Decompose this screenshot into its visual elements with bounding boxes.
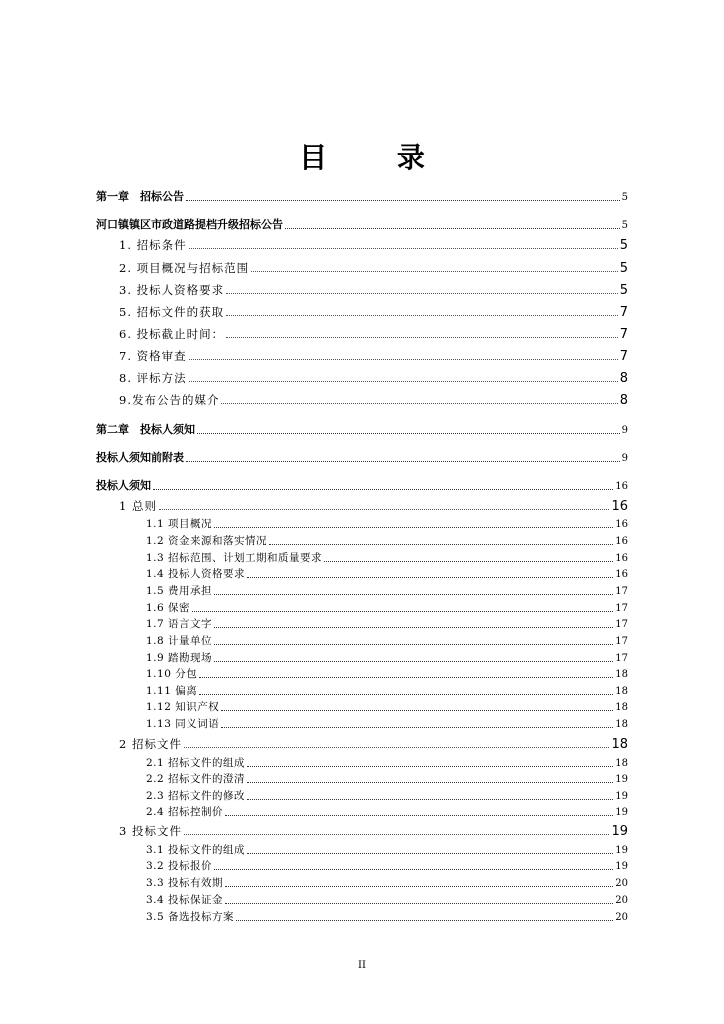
toc-entry-label: 第二章 投标人须知 xyxy=(96,423,195,436)
toc-entry-label: 3.3 投标有效期 xyxy=(146,877,224,889)
toc-entry-label: 1.13 同义词语 xyxy=(146,718,220,730)
toc-entry-label: 1.10 分包 xyxy=(146,668,198,680)
toc-entry-data-sheet[interactable] xyxy=(96,451,628,465)
toc-entry-page: 19 xyxy=(615,845,628,856)
toc-entry-page: 7 xyxy=(619,349,628,364)
leader-dots xyxy=(225,814,613,816)
leader-dots xyxy=(285,227,620,229)
leader-dots xyxy=(225,885,613,887)
toc-entry-page: 5 xyxy=(621,192,628,203)
toc-entry-page: 20 xyxy=(615,895,628,906)
toc-entry-page: 9 xyxy=(621,453,628,464)
toc-entry-label: 2.1 招标文件的组成 xyxy=(146,757,246,769)
leader-dots xyxy=(214,526,613,528)
toc-entry-subsection[interactable] xyxy=(146,534,628,548)
toc-entry-label: 1.6 保密 xyxy=(146,602,191,614)
toc-entry-section[interactable] xyxy=(119,349,628,363)
leader-dots xyxy=(251,270,618,272)
toc-entry-section[interactable] xyxy=(119,393,628,407)
toc-entry-label: 3.1 投标文件的组成 xyxy=(146,844,246,856)
toc-entry-section[interactable] xyxy=(119,737,628,751)
leader-dots xyxy=(184,746,609,748)
toc-entry-label: 第一章 招标公告 xyxy=(96,190,184,203)
leader-dots xyxy=(269,543,613,545)
leader-dots xyxy=(247,765,613,767)
toc-entry-subsection[interactable] xyxy=(146,684,628,698)
leader-dots xyxy=(226,314,618,316)
toc-entry-page: 16 xyxy=(611,499,628,514)
toc-entry-page: 8 xyxy=(619,393,628,408)
toc-entry-page: 16 xyxy=(615,481,628,492)
toc-entry-page: 5 xyxy=(619,238,628,253)
toc-entry-page: 9 xyxy=(621,425,628,436)
leader-dots xyxy=(221,709,613,711)
leader-dots xyxy=(247,781,613,783)
page-title: 目 录 xyxy=(299,141,455,174)
leader-dots xyxy=(197,432,620,434)
toc-entry-label: 5. 招标文件的获取 xyxy=(119,305,225,319)
toc-entry-label: 1.5 费用承担 xyxy=(146,585,213,597)
toc-entry-subsection[interactable] xyxy=(146,756,628,770)
toc-entry-label: 1.12 知识产权 xyxy=(146,701,220,713)
toc-entry-label: 投标人须知 xyxy=(96,479,151,492)
toc-entry-subsection[interactable] xyxy=(146,601,628,615)
leader-dots xyxy=(192,610,613,612)
leader-dots xyxy=(225,902,613,904)
toc-entry-label: 3.5 备选投标方案 xyxy=(146,911,235,923)
leader-dots xyxy=(159,508,609,510)
toc-entry-subsection[interactable] xyxy=(146,843,628,857)
toc-entry-label: 1.2 资金来源和落实情况 xyxy=(146,535,268,547)
toc-entry-subsection[interactable] xyxy=(146,717,628,731)
toc-entry-subsection[interactable] xyxy=(146,617,628,631)
toc-entry-subsection[interactable] xyxy=(146,893,628,907)
toc-entry-page: 5 xyxy=(621,220,628,231)
leader-dots xyxy=(214,643,613,645)
toc-entry-section[interactable] xyxy=(119,499,628,513)
toc-entry-label: 1.7 语言文字 xyxy=(146,618,213,630)
toc-entry-subsection[interactable] xyxy=(146,859,628,873)
toc-entry-label: 7. 资格审查 xyxy=(119,349,187,363)
toc-entry-page: 17 xyxy=(615,619,628,630)
leader-dots xyxy=(247,852,613,854)
toc-entry-subsection[interactable] xyxy=(146,667,628,681)
toc-entry-page: 19 xyxy=(611,824,628,839)
toc-entry-page: 16 xyxy=(615,519,628,530)
toc-entry-label: 2.2 招标文件的澄清 xyxy=(146,773,246,785)
toc-entry-subsection[interactable] xyxy=(146,700,628,714)
toc-entry-page: 19 xyxy=(615,861,628,872)
toc-entry-label: 9.发布公告的媒介 xyxy=(119,393,220,407)
toc-entry-page: 18 xyxy=(615,758,628,769)
toc-entry-section[interactable] xyxy=(119,283,628,297)
toc-entry-page: 18 xyxy=(615,686,628,697)
leader-dots xyxy=(226,292,618,294)
toc-entry-subsection[interactable] xyxy=(146,584,628,598)
toc-entry-subsection[interactable] xyxy=(146,805,628,819)
toc-entry-label: 1.9 踏勘现场 xyxy=(146,652,213,664)
toc-entry-instructions[interactable] xyxy=(96,479,628,493)
toc-entry-page: 8 xyxy=(619,371,628,386)
toc-entry-page: 7 xyxy=(619,327,628,342)
toc-entry-label: 3. 投标人资格要求 xyxy=(119,283,225,297)
leader-dots xyxy=(236,919,613,921)
leader-dots xyxy=(153,488,613,490)
toc-entry-page: 18 xyxy=(615,719,628,730)
toc-entry-page: 19 xyxy=(615,774,628,785)
toc-entry-subsection[interactable] xyxy=(146,551,628,565)
toc-entry-subsection[interactable] xyxy=(146,517,628,531)
leader-dots xyxy=(214,660,613,662)
leader-dots xyxy=(184,833,609,835)
leader-dots xyxy=(221,726,613,728)
leader-dots xyxy=(186,199,620,201)
leader-dots xyxy=(214,868,613,870)
toc-entry-page: 16 xyxy=(615,569,628,580)
toc-entry-label: 6. 投标截止时间： xyxy=(119,327,225,341)
toc-entry-label: 3 投标文件 xyxy=(119,824,182,838)
leader-dots xyxy=(199,676,613,678)
toc-entry-chapter-2[interactable] xyxy=(96,423,628,437)
toc-entry-label: 投标人须知前附表 xyxy=(96,451,184,464)
leader-dots xyxy=(247,576,613,578)
toc-entry-page: 18 xyxy=(615,702,628,713)
toc-entry-label: 3.2 投标报价 xyxy=(146,860,213,872)
toc-entry-page: 17 xyxy=(615,636,628,647)
toc-entry-page: 20 xyxy=(615,912,628,923)
toc-entry-label: 1. 招标条件 xyxy=(119,238,187,252)
toc-entry-section[interactable] xyxy=(119,261,628,275)
leader-dots xyxy=(186,460,620,462)
toc-entry-section[interactable] xyxy=(119,824,628,838)
leader-dots xyxy=(214,626,613,628)
toc-entry-page: 16 xyxy=(615,536,628,547)
page-number: II xyxy=(358,960,366,971)
toc-entry-page: 18 xyxy=(615,669,628,680)
toc-entry-label: 1 总则 xyxy=(119,499,157,513)
toc-entry-label: 2 招标文件 xyxy=(119,737,182,751)
toc-entry-page: 19 xyxy=(615,807,628,818)
toc-entry-page: 5 xyxy=(619,261,628,276)
toc-entry-label: 2. 项目概况与招标范围 xyxy=(119,261,250,275)
toc-entry-subsection[interactable] xyxy=(146,567,628,581)
toc-entry-subsection[interactable] xyxy=(146,910,628,924)
toc-entry-label: 3.4 投标保证金 xyxy=(146,894,224,906)
toc-entry-page: 7 xyxy=(619,305,628,320)
toc-entry-subsection[interactable] xyxy=(146,634,628,648)
toc-entry-page: 19 xyxy=(615,791,628,802)
toc-entry-label: 1.8 计量单位 xyxy=(146,635,213,647)
toc-entry-chapter-1[interactable] xyxy=(96,190,628,204)
toc-entry-subsection[interactable] xyxy=(146,651,628,665)
toc-entry-page: 16 xyxy=(615,553,628,564)
leader-dots xyxy=(247,798,613,800)
toc-entry-page: 17 xyxy=(615,653,628,664)
toc-entry-label: 8. 评标方法 xyxy=(119,371,187,385)
leader-dots xyxy=(189,247,618,249)
toc-entry-page: 17 xyxy=(615,603,628,614)
toc-entry-subsection[interactable] xyxy=(146,876,628,890)
toc-entry-label: 2.4 招标控制价 xyxy=(146,806,224,818)
toc-entry-section[interactable] xyxy=(119,305,628,319)
toc-entry-section[interactable] xyxy=(119,371,628,385)
toc-entry-section[interactable] xyxy=(119,238,628,252)
leader-dots xyxy=(189,380,618,382)
toc-entry-label: 河口镇镇区市政道路提档升级招标公告 xyxy=(96,218,283,231)
leader-dots xyxy=(189,358,618,360)
leader-dots xyxy=(199,693,613,695)
leader-dots xyxy=(324,560,613,562)
toc-entry-subsection[interactable] xyxy=(146,772,628,786)
toc-entry-label: 1.11 偏离 xyxy=(146,685,198,697)
leader-dots xyxy=(221,402,617,404)
leader-dots xyxy=(214,593,613,595)
toc-entry-label: 1.4 投标人资格要求 xyxy=(146,568,246,580)
toc-entry-label: 2.3 招标文件的修改 xyxy=(146,790,246,802)
toc-entry-page: 20 xyxy=(615,878,628,889)
toc-entry-page: 5 xyxy=(619,283,628,298)
toc-entry-page: 18 xyxy=(611,737,628,752)
toc-entry-page: 17 xyxy=(615,586,628,597)
toc-entry-section[interactable] xyxy=(119,327,628,341)
leader-dots xyxy=(226,336,618,338)
toc-entry-label: 1.1 项目概况 xyxy=(146,518,213,530)
toc-entry-announcement[interactable] xyxy=(96,218,628,232)
toc-entry-subsection[interactable] xyxy=(146,789,628,803)
toc-entry-label: 1.3 招标范围、计划工期和质量要求 xyxy=(146,552,323,564)
